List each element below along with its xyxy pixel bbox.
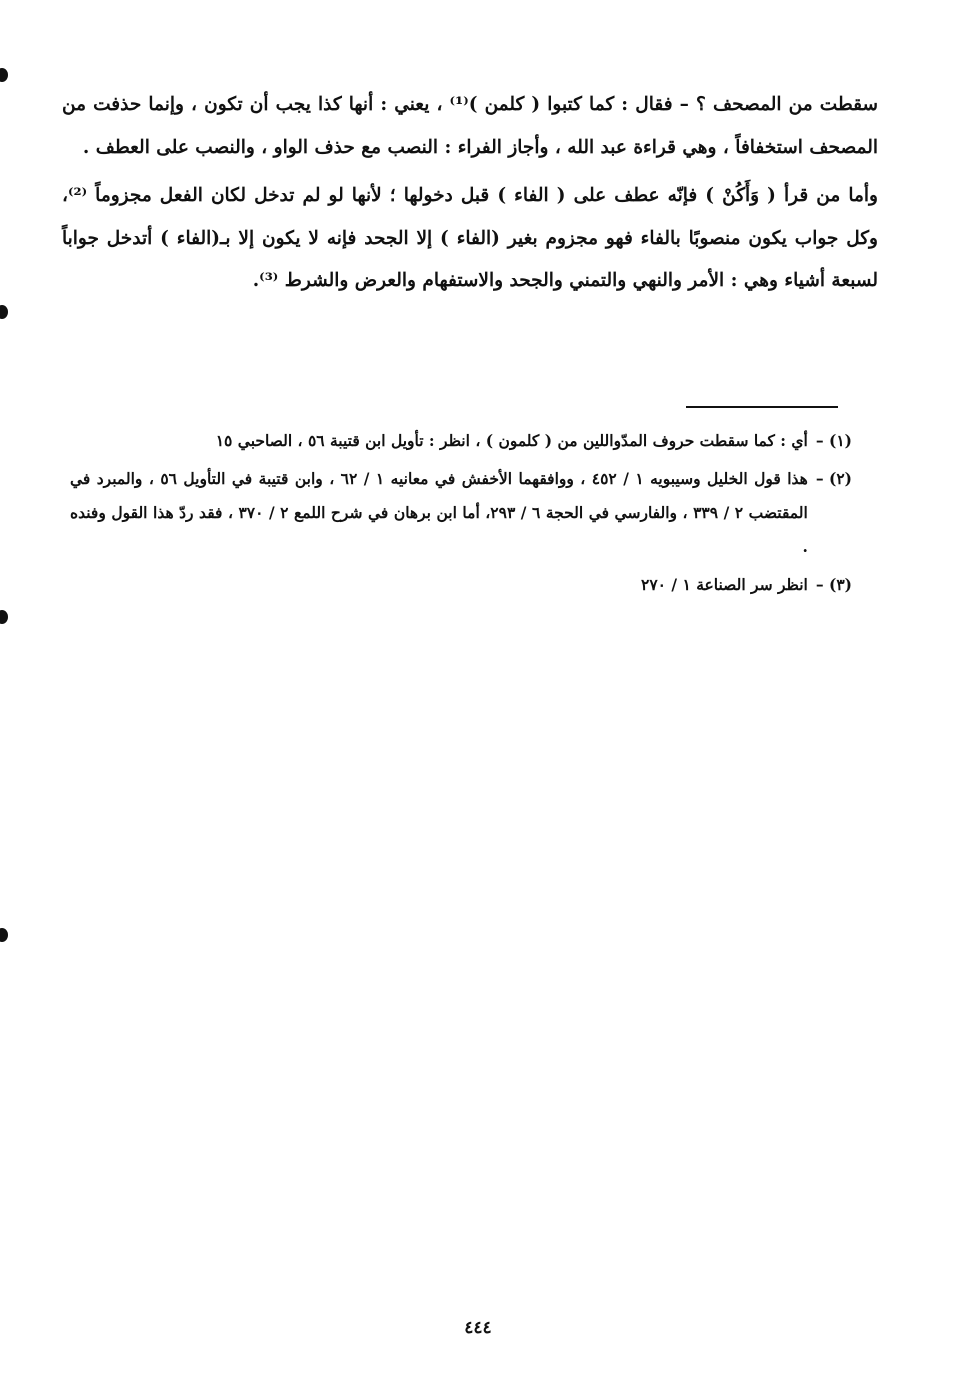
footnote — [70, 424, 852, 458]
page-number: ٤٤٤ — [464, 1318, 492, 1338]
footnote — [70, 568, 852, 602]
footnote — [70, 462, 852, 564]
footnote-text: أي : كما سقطت حروف المدّواللين من ( كلمون ) ، انظر : تأويل ابن قتيبة ٥٦ ، الصاحبي ١٥ — [215, 431, 808, 450]
footnote-number: (٣) – — [815, 575, 852, 594]
footnote-number: (٢) – — [815, 469, 852, 488]
binding-hole — [0, 68, 8, 82]
paragraph: سقطت من المصحف ؟ – فقال : كما كتبوا ( كلمن )⁽¹⁾ ، يعني : أنها كذا يجب أن تكون ، وإنما حذفت من المصحف استخفافاً ، وهي قراءة عبد الله ، وأجاز الفراء : النصب مع حذف الواو ، والنصب على العطف . — [62, 94, 878, 158]
binding-hole — [0, 928, 8, 942]
footnote-text: هذا قول الخليل وسيبويه ١ / ٤٥٢ ، ووافقهما الأخفش في معانيه ١ / ٦٢ ، وابن قتيبة في التأويل ٥٦ ، والمبرد في المقتضب ٢ / ٣٣٩ ، والفارسي في الحجة ٦ / ٢٩٣، أما ابن برهان في شرح اللمع ٢ / ٣٧٠ ، فقد ردّ هذا القول وفنده . — [70, 469, 808, 556]
footnote-separator — [686, 406, 838, 408]
footnotes — [70, 424, 852, 606]
main-text — [62, 84, 878, 303]
footnote-number: (١) – — [815, 431, 852, 450]
paragraph: وأما من قرأ ( وَأَكُنْ ) فإنّه عطف على ( الفاء ) قبل دخولها ؛ لأنها لو لم تدخل لكان الفعل مجزوماً ⁽²⁾، وكل جواب يكون منصوبًا بالفاء فهو مجزوم بغير (الفاء ) إلا الجحد فإنه لا يكون إلا بـ(الفاء ) أتدخل جواباً لسبعة أشياء وهي : الأمر والنهي والتمني والجحد والاستفهام والعرض والشرط ⁽³⁾. — [62, 185, 878, 291]
binding-hole — [0, 305, 8, 319]
binding-hole — [0, 610, 8, 624]
footnote-text: انظر سر الصناعة ١ / ٢٧٠ — [641, 575, 808, 594]
